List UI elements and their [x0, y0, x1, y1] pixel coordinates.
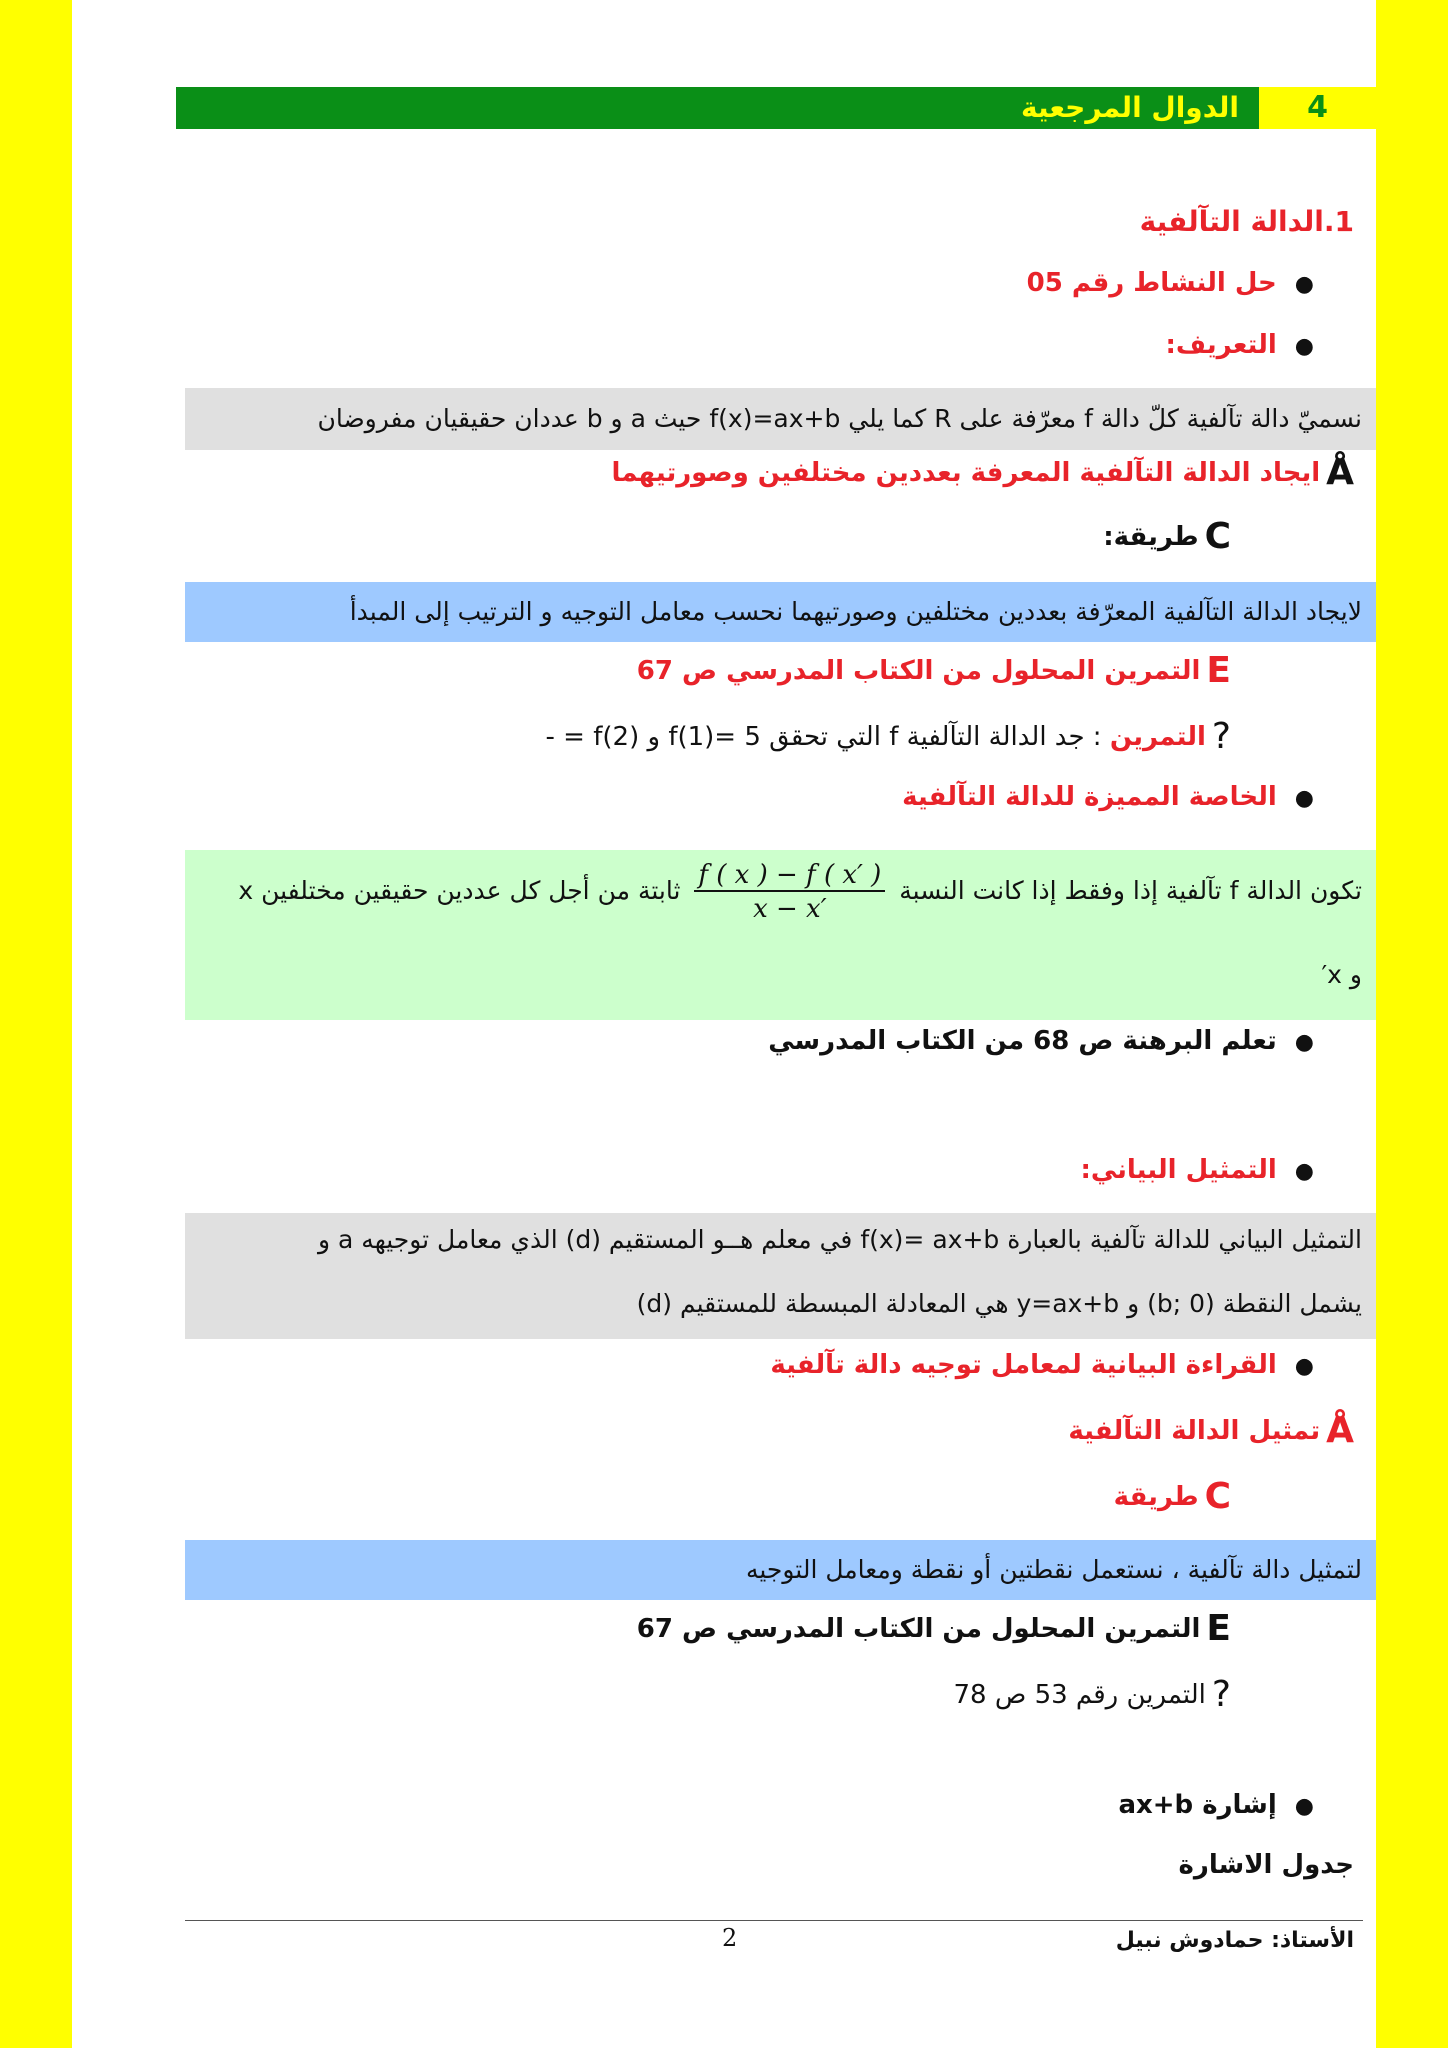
graph-heading-text: التمثيل البياني:	[1080, 1155, 1277, 1185]
chapter-number: 4	[1259, 87, 1376, 129]
solved-exercise-2-text: التمرين المحلول من الكتاب المدرسي ص 67	[636, 1614, 1201, 1644]
plot-heading	[1068, 1410, 1354, 1451]
question-icon: ?	[1211, 1674, 1231, 1715]
header-title: الدوال المرجعية	[1020, 91, 1239, 124]
bullet-icon: ●	[1294, 334, 1314, 359]
property-heading-text: الخاصة المميزة للدالة التآلفية	[902, 782, 1277, 812]
property-line-1	[238, 860, 1362, 924]
graph-heading	[1080, 1155, 1314, 1185]
exercise-label: التمرين	[1109, 722, 1206, 752]
property-text-b: ثابتة من أجل كل عددين حقيقين مختلفين x	[238, 876, 681, 905]
bullet-icon: ●	[1294, 272, 1314, 297]
bullet-icon: ●	[1294, 1794, 1314, 1819]
exercise-2-text: التمرين رقم 53 ص 78	[953, 1680, 1206, 1710]
activity-text: حل النشاط رقم 05	[1026, 268, 1277, 298]
reading-heading-text: القراءة البيانية لمعامل توجيه دالة تآلفية	[770, 1350, 1277, 1380]
property-text-a: تكون الدالة f تآلفية إذا وفقط إذا كانت النسبة	[899, 876, 1362, 905]
exercise-text: : جد الدالة التآلفية f التي تحقق f(1)= 5 و f(2) = -	[545, 722, 1102, 752]
solved-icon: E	[1206, 1608, 1231, 1649]
method2-box	[185, 1540, 1376, 1600]
proof-item	[768, 1026, 1314, 1056]
method2-text: لتمثيل دالة تآلفية ، نستعمل نقطتين أو نقطة ومعامل التوجيه	[745, 1555, 1362, 1584]
section-title: 1.الدالة التآلفية	[1139, 205, 1354, 238]
graph-text-1: التمثيل البياني للدالة تآلفية بالعبارة f(x)= ax+b في معلم هــو المستقيم (d) الذي معامل توجيهه a و	[318, 1225, 1362, 1254]
exercise-2	[954, 1674, 1231, 1715]
sign-table-label: جدول الاشارة	[1178, 1850, 1354, 1880]
plot-heading-text: تمثيل الدالة التآلفية	[1068, 1416, 1321, 1446]
page	[72, 0, 1376, 2048]
find-heading-text: ايجاد الدالة التآلفية المعرفة بعددين مختلفين وصورتيهما	[611, 458, 1321, 488]
solved-exercise-2	[637, 1608, 1231, 1649]
exercise-line	[546, 716, 1231, 757]
definition-text: نسميّ دالة تآلفية كلّ دالة f معرّفة على R كما يلي f(x)=ax+b حيث a و b عددان حقيقيان مفروضان	[317, 404, 1362, 433]
method2-label: طريقة	[1113, 1482, 1199, 1512]
reading-heading	[770, 1350, 1314, 1380]
activity-item	[1027, 268, 1314, 298]
method-icon: C	[1204, 516, 1231, 557]
fraction-denominator: x − x′	[753, 894, 827, 924]
proof-text: تعلم البرهنة ص 68 من الكتاب المدرسي	[768, 1026, 1277, 1056]
bullet-icon: ●	[1294, 1354, 1314, 1379]
graph-text-2: يشمل النقطة (0 ;b) و y=ax+b هي المعادلة المبسطة للمستقيم (d)	[636, 1289, 1362, 1318]
sign-heading-text: إشارة ax+b	[1118, 1790, 1277, 1820]
property-box	[185, 850, 1376, 1020]
find-heading	[611, 452, 1354, 493]
graph-box	[185, 1213, 1376, 1339]
fraction-numerator: f ( x ) − f ( x′ )	[694, 860, 885, 892]
bullet-icon: ●	[1294, 786, 1314, 811]
method-text: لايجاد الدالة التآلفية المعرّفة بعددين مختلفين وصورتيهما نحسب معامل التوجيه و الترتيب إلى المبدأ	[349, 597, 1362, 626]
method-icon: C	[1204, 1476, 1231, 1517]
footer-divider	[185, 1920, 1363, 1921]
method2-heading	[1114, 1476, 1231, 1517]
definition-heading	[1166, 330, 1314, 360]
solved-icon: E	[1206, 650, 1231, 691]
arrow-icon: Å	[1326, 1410, 1354, 1451]
page-number: 2	[722, 1924, 738, 1952]
bullet-icon: ●	[1294, 1030, 1314, 1055]
ratio-fraction	[694, 860, 885, 924]
arrow-icon: Å	[1326, 452, 1354, 493]
method-heading	[1103, 516, 1231, 557]
header-bar	[176, 87, 1259, 129]
sign-heading	[1118, 1790, 1314, 1820]
definition-box	[185, 388, 1376, 450]
method-label: طريقة:	[1103, 522, 1199, 552]
author: الأستاذ: حمادوش نبيل	[1115, 1928, 1354, 1953]
method-box	[185, 582, 1376, 642]
question-icon: ?	[1211, 716, 1231, 757]
solved-exercise	[637, 650, 1231, 691]
definition-heading-text: التعريف:	[1165, 330, 1277, 360]
property-line-2: و x′	[1321, 960, 1362, 989]
solved-exercise-text: التمرين المحلول من الكتاب المدرسي ص 67	[636, 656, 1201, 686]
bullet-icon: ●	[1294, 1159, 1314, 1184]
property-heading	[902, 782, 1314, 812]
